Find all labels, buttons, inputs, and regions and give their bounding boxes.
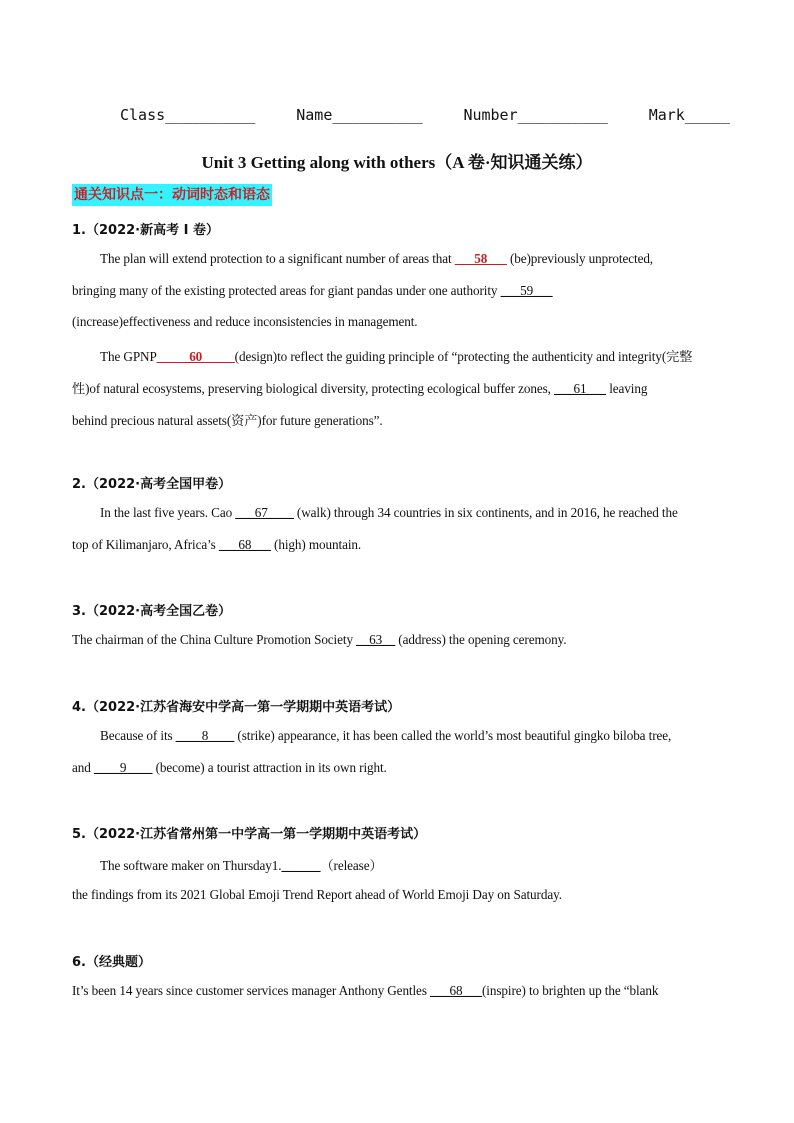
question-2-line-2: top of Kilimanjaro, Africa’s ___68___ (high) mountain. <box>72 537 362 552</box>
answer-blank-1[interactable]: ______ <box>281 858 321 873</box>
question-6-heading: 6.（经典题） <box>72 955 151 970</box>
mark-field[interactable]: Mark_____ <box>648 106 730 124</box>
question-5-heading: 5.（2022·江苏省常州第一中学高一第一学期期中英语考试） <box>72 827 427 842</box>
question-6-line-1: It’s been 14 years since customer services manager Anthony Gentles ___68___(inspire) to brighten up the “blank <box>72 983 659 998</box>
question-5-line-1: The software maker on Thursday1.______（release） <box>100 858 383 873</box>
question-2-line-1: In the last five years. Cao ___67____ (walk) through 34 countries in six continents, and in 2016, he reached the <box>100 505 678 520</box>
answer-blank-8[interactable]: ____8____ <box>175 728 235 743</box>
question-4-line-2: and ____9____ (become) a tourist attraction in its own right. <box>72 760 387 775</box>
answer-blank-68[interactable]: ___68___ <box>218 537 271 552</box>
question-2-heading: 2.（2022·高考全国甲卷） <box>72 477 232 492</box>
answer-blank-68b[interactable]: ___68___ <box>430 983 482 998</box>
question-1-line-5: 性)of natural ecosystems, preserving biological diversity, protecting ecological buffer zones, ___61___ leaving <box>72 381 648 396</box>
question-1-line-3: (increase)effectiveness and reduce inconsistencies in management. <box>72 314 418 329</box>
answer-blank-63[interactable]: __63__ <box>356 632 396 647</box>
question-1-line-2: bringing many of the existing protected areas for giant pandas under one authority ___59___ <box>72 283 553 298</box>
answer-blank-60[interactable]: _____60_____ <box>156 349 235 364</box>
answer-blank-67[interactable]: ___67____ <box>235 505 294 520</box>
class-field[interactable]: Class__________ <box>120 106 256 124</box>
question-1-line-4: The GPNP_____60_____(design)to reflect the guiding principle of “protecting the authenticity and integrity(完整 <box>100 349 693 364</box>
answer-blank-59[interactable]: ___59___ <box>500 283 553 298</box>
answer-blank-58[interactable]: ___58___ <box>454 251 507 266</box>
question-4-heading: 4.（2022·江苏省海安中学高一第一学期期中英语考试） <box>72 700 401 715</box>
question-4-line-1: Because of its ____8____ (strike) appearance, it has been called the world’s most beautiful gingko biloba tree, <box>100 728 672 743</box>
name-field[interactable]: Name__________ <box>296 106 423 124</box>
question-1-line-1: The plan will extend protection to a significant number of areas that ___58___ (be)previously unprotected, <box>100 251 654 266</box>
number-field[interactable]: Number__________ <box>463 106 608 124</box>
question-1-line-6: behind precious natural assets(资产)for future generations”. <box>72 413 383 428</box>
question-5-line-2: the findings from its 2021 Global Emoji Trend Report ahead of World Emoji Day on Saturday. <box>72 887 562 902</box>
question-3-line-1: The chairman of the China Culture Promotion Society __63__ (address) the opening ceremony. <box>72 632 567 647</box>
knowledge-point-heading: 通关知识点一：动词时态和语态 <box>72 184 272 206</box>
answer-blank-61[interactable]: ___61___ <box>554 381 606 396</box>
question-3-heading: 3.（2022·高考全国乙卷） <box>72 604 232 619</box>
student-info-row <box>120 106 730 124</box>
answer-blank-9[interactable]: ____9____ <box>93 760 153 775</box>
page-title: Unit 3 Getting along with others（A 卷·知识通关练） <box>201 153 593 172</box>
question-1-heading: 1.（2022·新高考 I 卷） <box>72 223 219 238</box>
